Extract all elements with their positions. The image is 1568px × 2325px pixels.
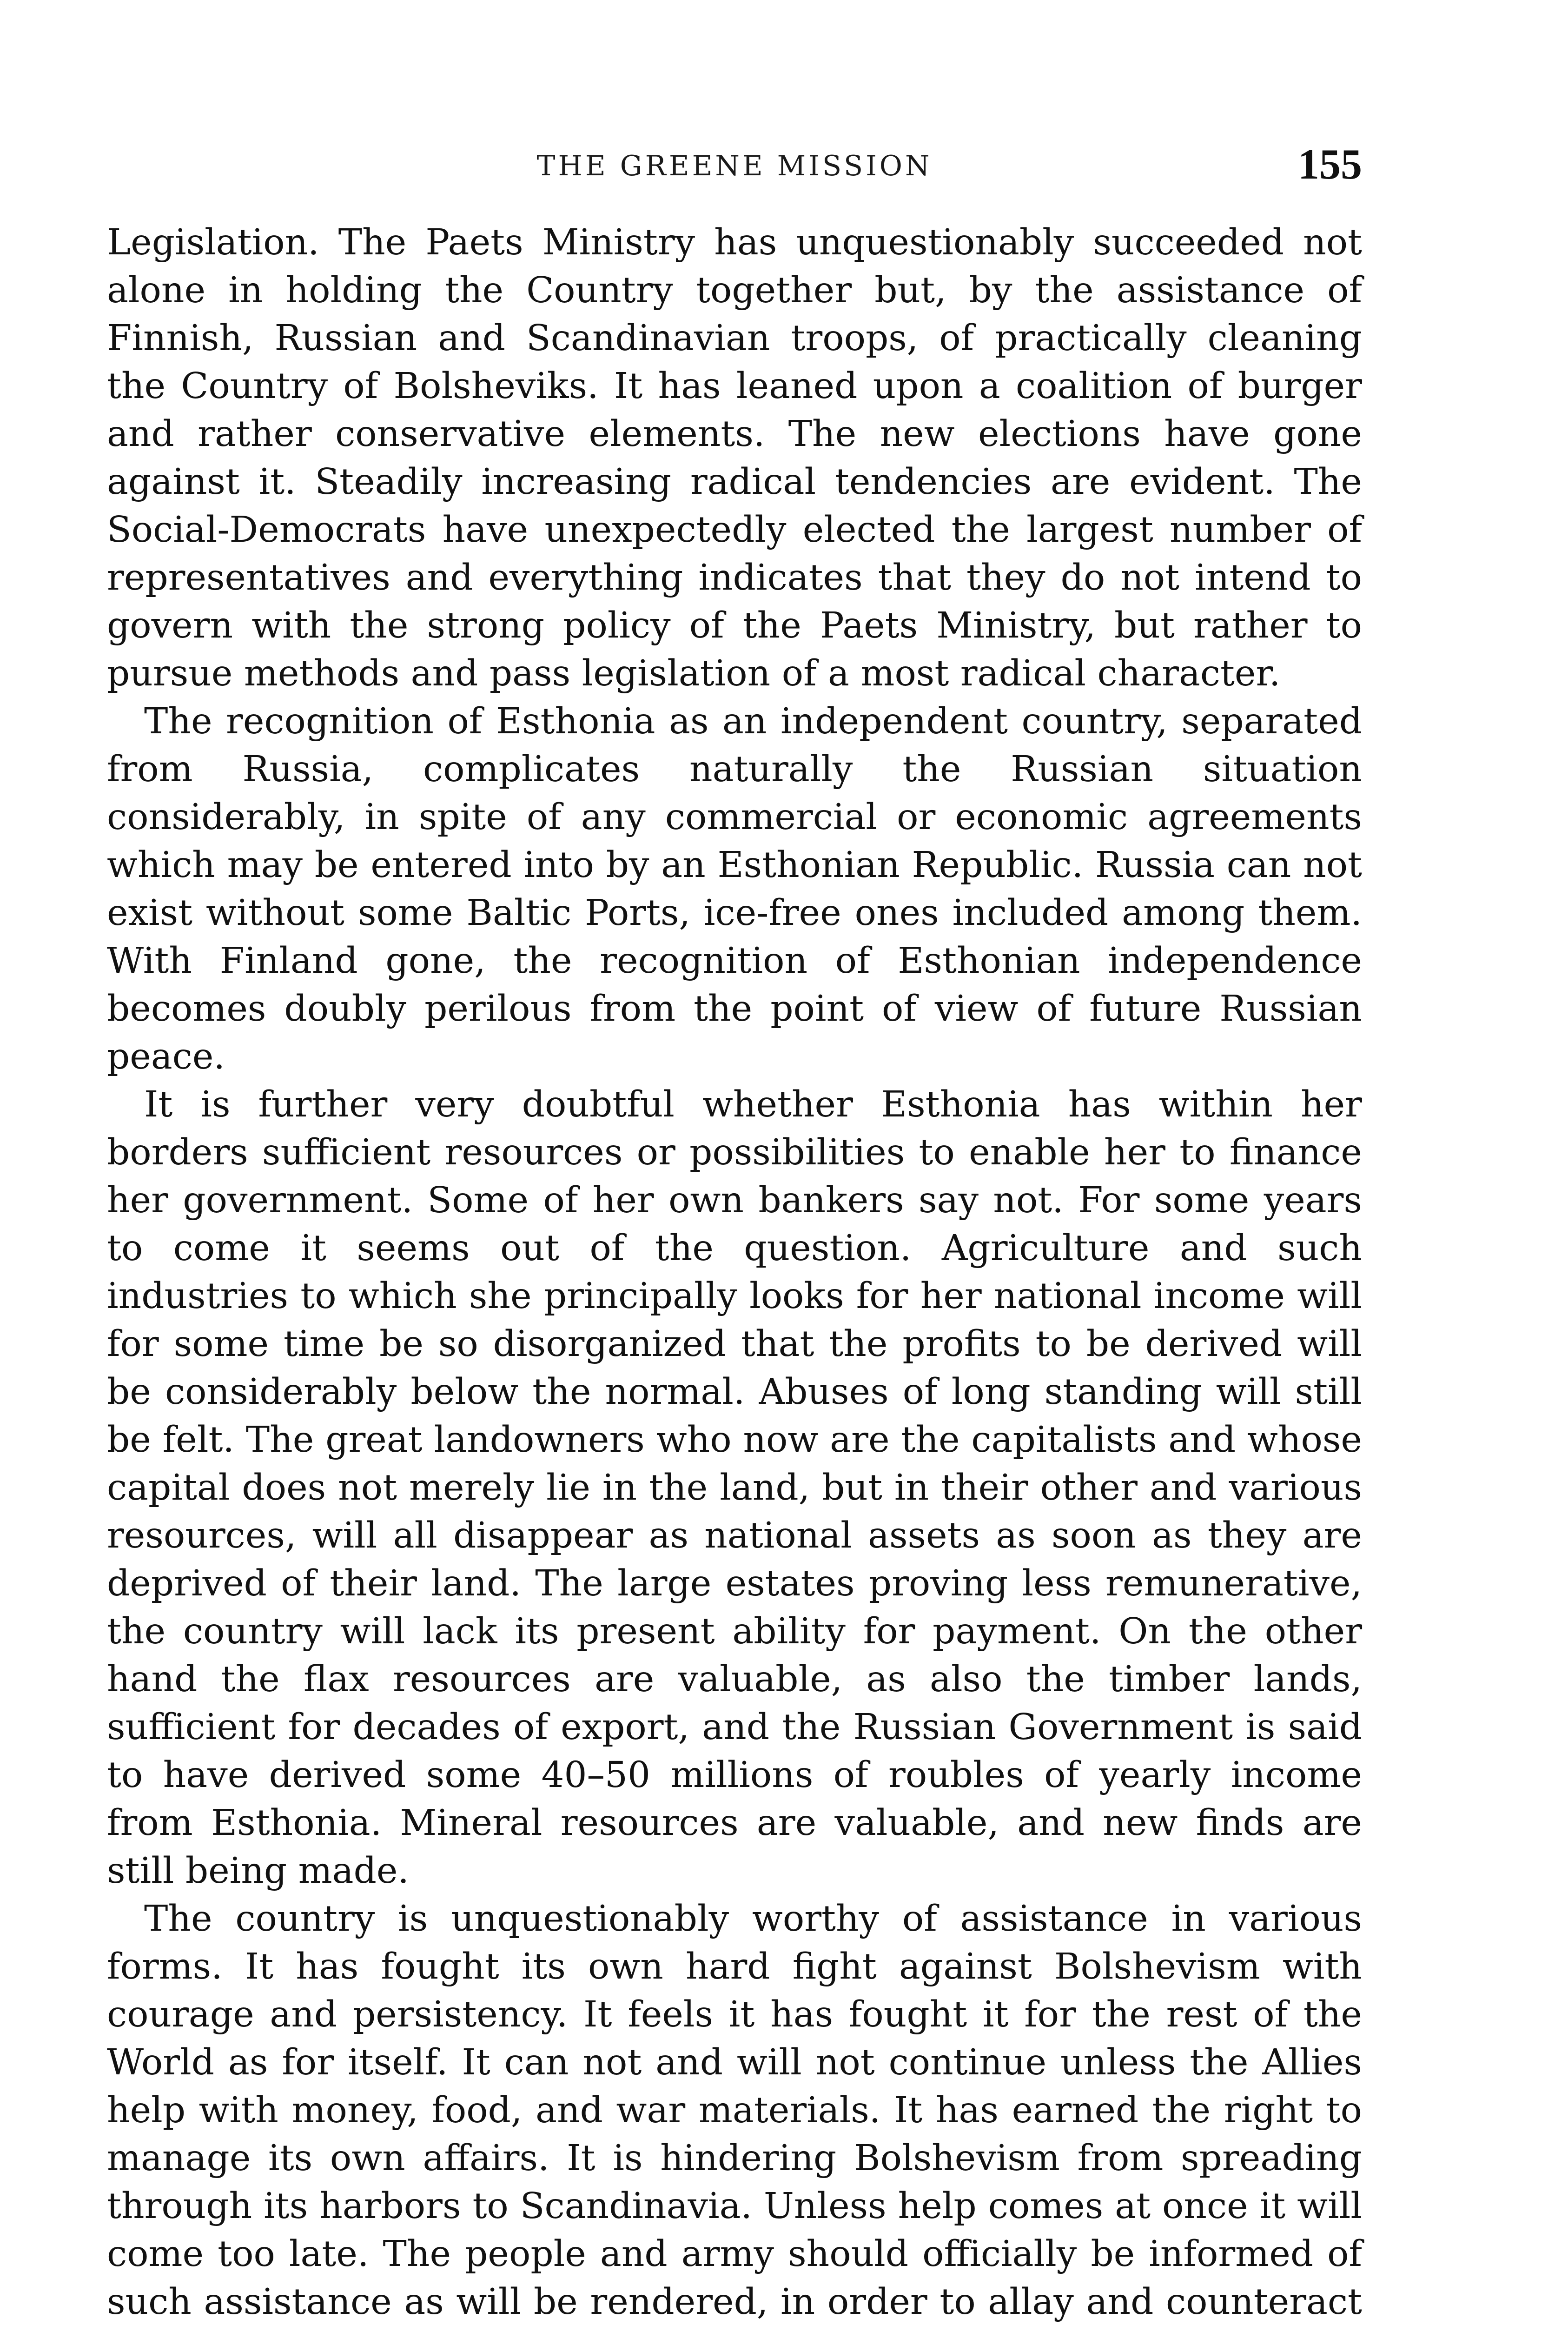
paragraph: The recognition of Esthonia as an independent country, separated from Russia, complicates naturally the Russian situation considerably, in spite of any commercial or economic agreements which may be entered into by an Esthonian Republic. Russia can not exist without some Baltic Ports, ice-free ones included among them. With Finland gone, the recognition of Esthonian independence becomes doubly perilous from the point of view of future Russian peace. xyxy=(107,701,1362,1077)
page-number: 155 xyxy=(1298,140,1362,188)
running-head xyxy=(107,140,1362,195)
paragraph: It is further very doubtful whether Esthonia has within her borders sufficient resources or possibilities to enable her to finance her government. Some of her own bankers say not. For some years to come it seems out of the question. Agriculture and such industries to which she principally looks for her national income will for some time be so disorganized that the profits to be derived will be considerably below the normal. Abuses of long standing will still be felt. The great landowners who now are the capitalists and whose capital does not merely lie in the land, but in their other and various resources, will all disappear as national assets as soon as they are deprived of their land. The large estates proving less remunerative, the country will lack its present ability for payment. On the other hand the flax resources are valuable, as also the timber lands, sufficient for decades of export, and the Russian Government is said to have derived some 40–50 millions of roubles of yearly income from Esthonia. Mineral resources are valuable, and new finds are still being made. xyxy=(107,1084,1362,1892)
paragraph-continued: Legislation. The Paets Ministry has unquestionably succeeded not alone in holding the Country together but, by the assistance of Finnish, Russian and Scandinavian troops, of practically cleaning the Country of Bolsheviks. It has leaned upon a coalition of burger and rather conservative elements. The new elections have gone against it. Steadily increasing radical tendencies are evident. The Social-Democrats have unexpectedly elected the largest number of representatives and everything indicates that they do not intend to govern with the strong policy of the Paets Ministry, but rather to pursue methods and pass legislation of a most radical character. xyxy=(107,222,1362,694)
paragraph: The country is unquestionably worthy of assistance in various forms. It has fought its own hard fight against Bolshevism with courage and persistency. It feels it has fought it for the rest of the World as for itself. It can not and will not continue unless the Allies help with money, food, and war materials. It has earned the right to manage its own affairs. It is hindering Bolshevism from spreading through its harbors to Scandinavia. Unless help comes at once it will come too late. The people and army should officially be informed of such assistance as will be rendered, in order to allay and counteract xyxy=(107,1898,1362,2323)
running-title: THE GREENE MISSION xyxy=(536,150,933,182)
body-text xyxy=(107,219,1362,2325)
